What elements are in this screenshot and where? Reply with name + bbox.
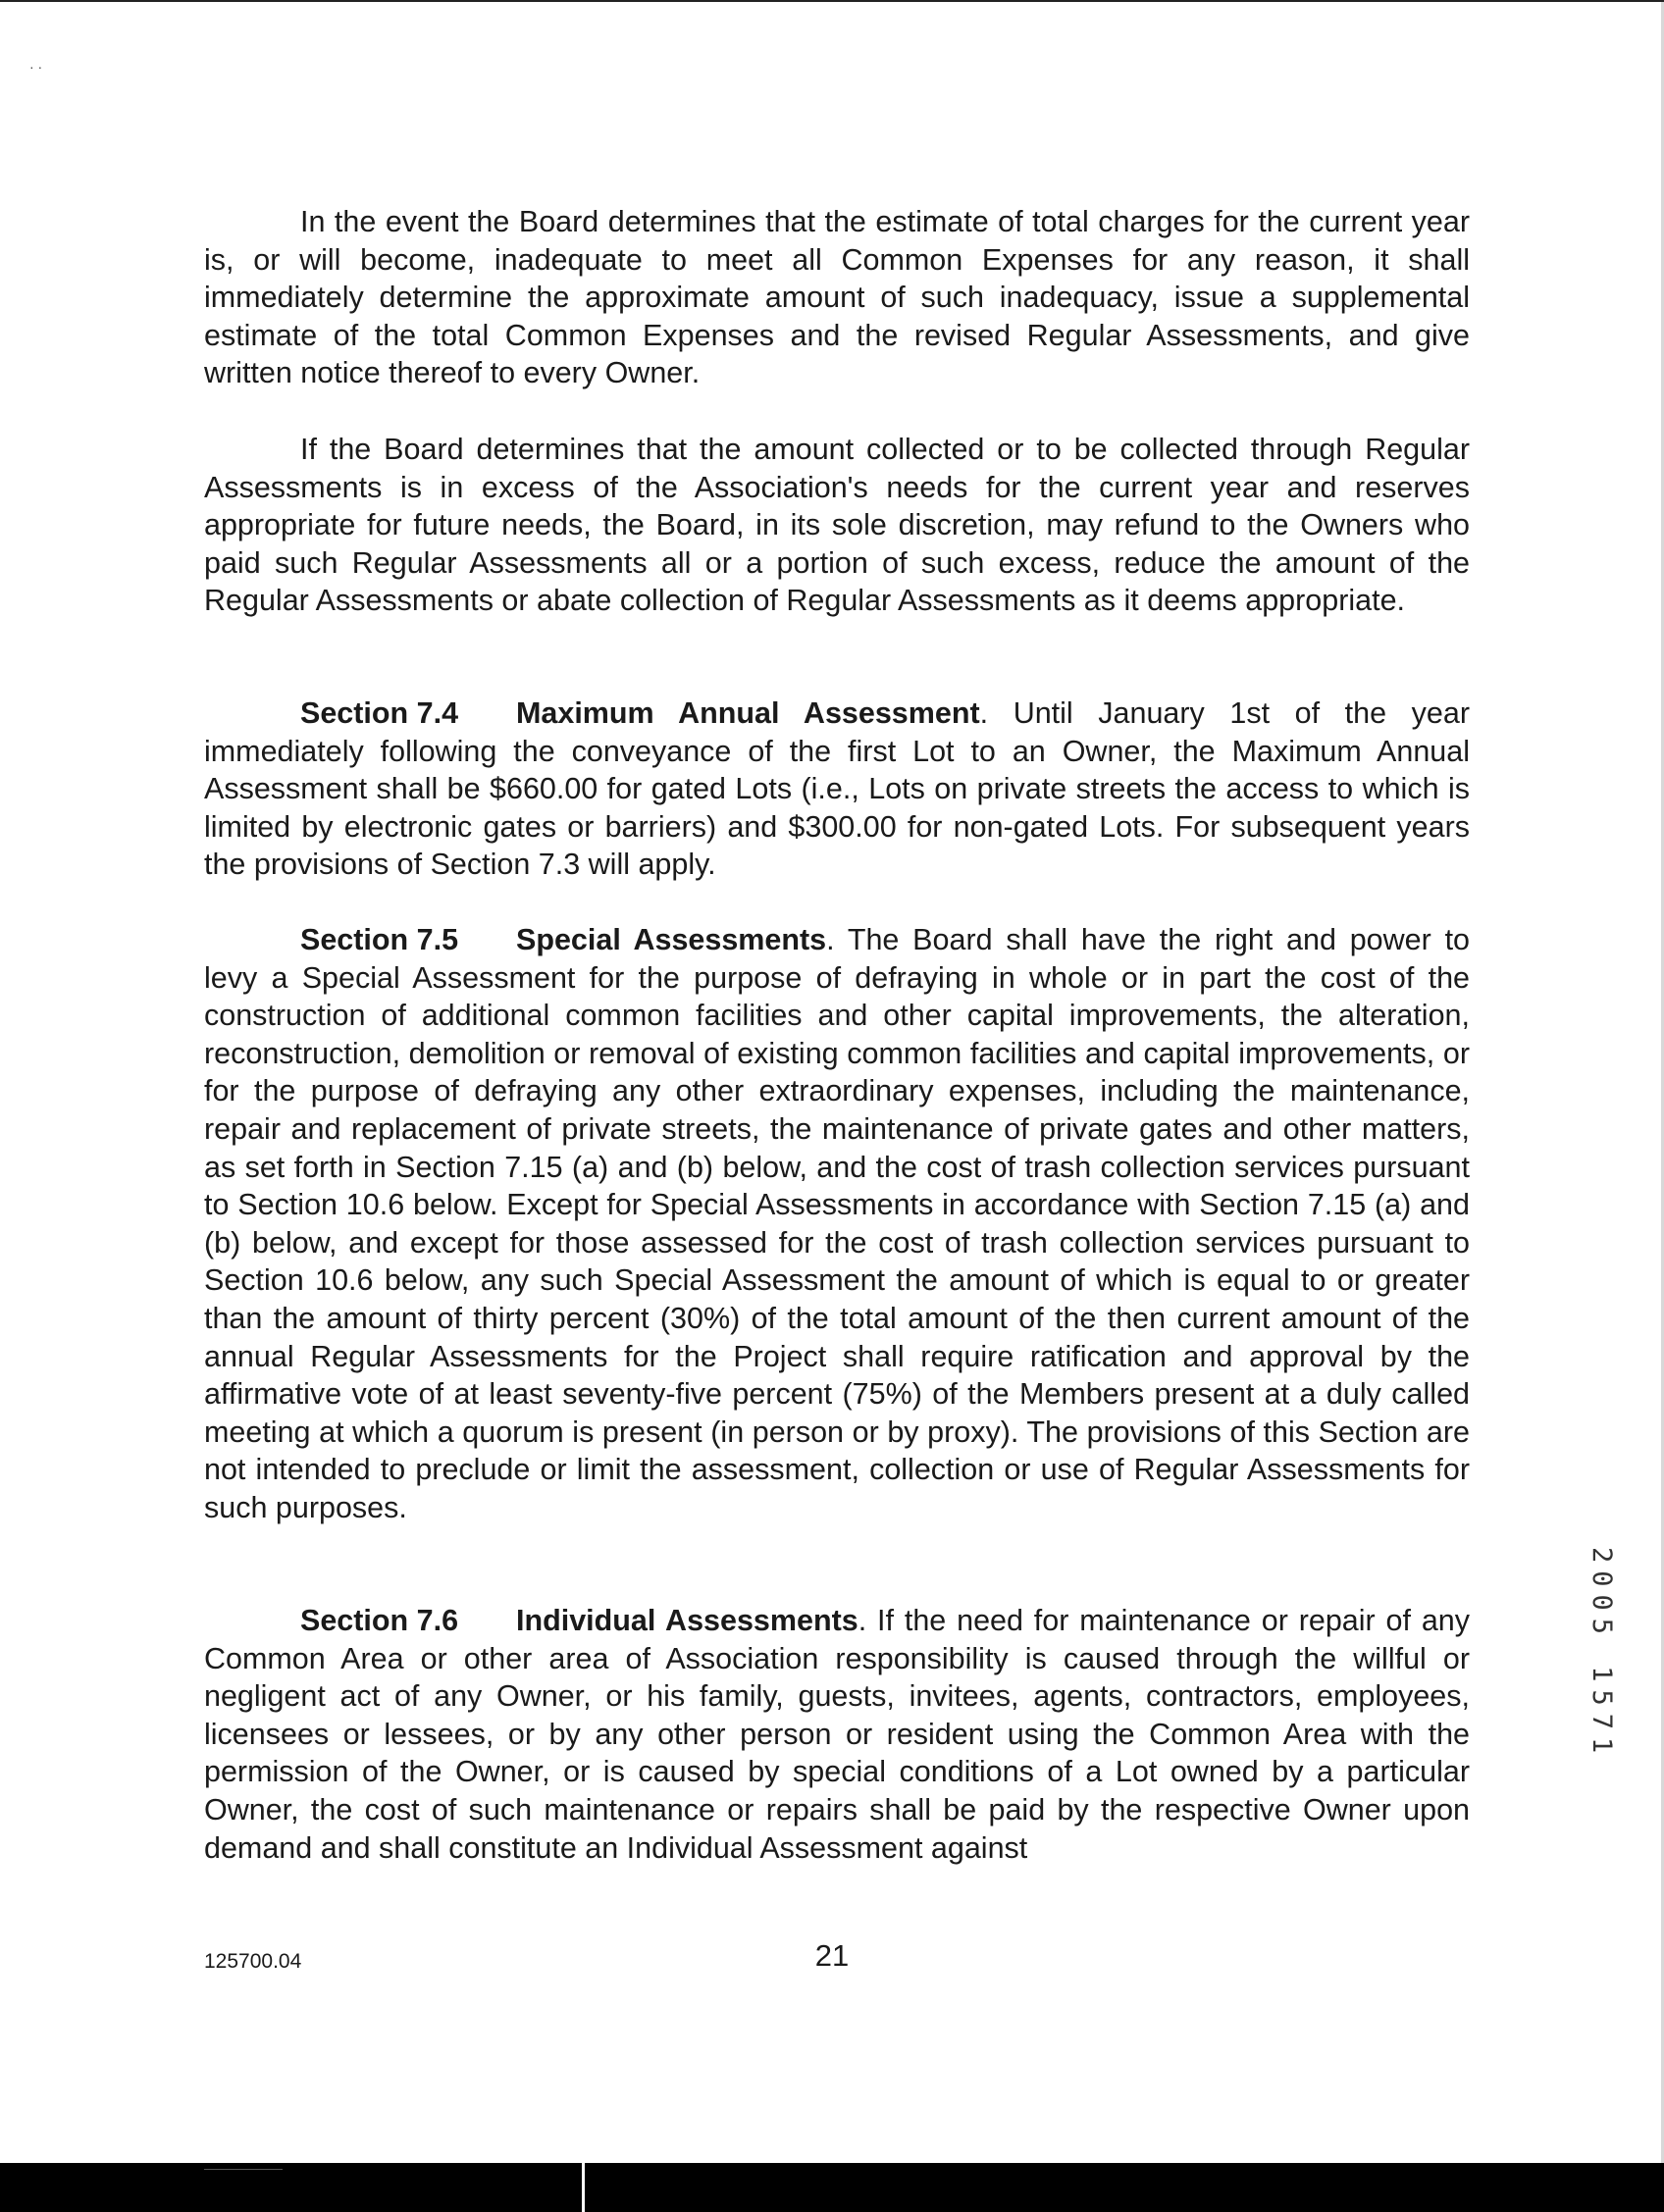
section-title: Individual Assessments <box>516 1604 858 1637</box>
paragraph-inadequacy <box>204 203 1470 392</box>
section-number: Section 7.4 <box>300 696 459 730</box>
section-7-4 <box>204 694 1470 884</box>
bates-stamp: 2005 1571 <box>1586 1547 1617 1762</box>
section-number: Section 7.5 <box>300 923 459 956</box>
section-title: Maximum Annual Assessment <box>516 696 980 730</box>
scan-bottom-border <box>0 2163 1664 2212</box>
paragraph-text: In the event the Board determines that the estimate of total charges for the current year is, or will become, inadequate to meet all Common Expenses for any reason, it shall immediately determine the approximate amount of such inadequacy, issue a supplemental estimate of the total Common Expenses and the revised Regular Assessments, and give written notice thereof to every Owner. <box>204 205 1470 390</box>
section-body: . Until January 1st of the year immediately following the conveyance of the first Lot to an Owner, the Maximum Annual Assessment shall be $660.00 for gated Lots (i.e., Lots on private streets the access to which is limited by electronic gates or barriers) and $300.00 for non-gated Lots. For subsequent years the provisions of Section 7.3 will apply. <box>204 696 1470 882</box>
section-7-6 <box>204 1602 1470 1867</box>
section-body: . If the need for maintenance or repair of any Common Area or other area of Association responsibility is caused through the willful or negligent act of any Owner, or his family, guests, invitees, agents, contractors, employees, licensees or lessees, or by any other person or resident using the Common Area with the permission of the Owner, or is caused by special conditions of a Lot owned by a particular Owner, the cost of such maintenance or repairs shall be paid by the respective Owner upon demand and shall constitute an Individual Assessment against <box>204 1604 1470 1865</box>
section-title: Special Assessments <box>516 923 827 956</box>
section-body: . The Board shall have the right and power to levy a Special Assessment for the purpose of defraying in whole or in part the cost of the construction of additional common facilities and other capital improvements, the alteration, reconstruction, demolition or removal of existing common facilities and capital improvements, or for the purpose of defraying any other extraordinary expenses, including the maintenance, repair and replacement of private streets, the maintenance of private gates and other matters, as set forth in Section 7.15 (a) and (b) below, and the cost of trash collection services pursuant to Section 10.6 below. Except for Special Assessments in accordance with Section 7.15 (a) and (b) below, and except for those assessed for the cost of trash collection services pursuant to Section 10.6 below, any such Special Assessment the amount of which is equal to or greater than the amount of thirty percent (30%) of the total amount of the then current amount of the annual Regular Assessments for the Project shall require ratification and approval by the affirmative vote of at least seventy-five percent (75%) of the Members present at a duly called meeting at which a quorum is present (in person or by proxy). The provisions of this Section are not intended to preclude or limit the assessment, collection or use of Regular Assessments for such purposes. <box>204 923 1471 1524</box>
page-number: 21 <box>814 1938 850 1973</box>
section-7-5 <box>204 921 1470 1527</box>
scan-divider <box>582 2163 585 2212</box>
paragraph-excess <box>204 431 1470 620</box>
paragraph-text: If the Board determines that the amount collected or to be collected through Regular Assessments is in excess of the Association's needs for the current year and reserves appropriate for future needs, the Board, in its sole discretion, may refund to the Owners who paid such Regular Assessments all or a portion of such excess, reduce the amount of the Regular Assessments or abate collection of Regular Assessments as it deems appropriate. <box>204 433 1470 618</box>
scan-specks: · · <box>29 59 43 75</box>
scan-line <box>204 2169 283 2170</box>
document-reference: 125700.04 <box>204 1950 302 1973</box>
section-number: Section 7.6 <box>300 1604 459 1637</box>
